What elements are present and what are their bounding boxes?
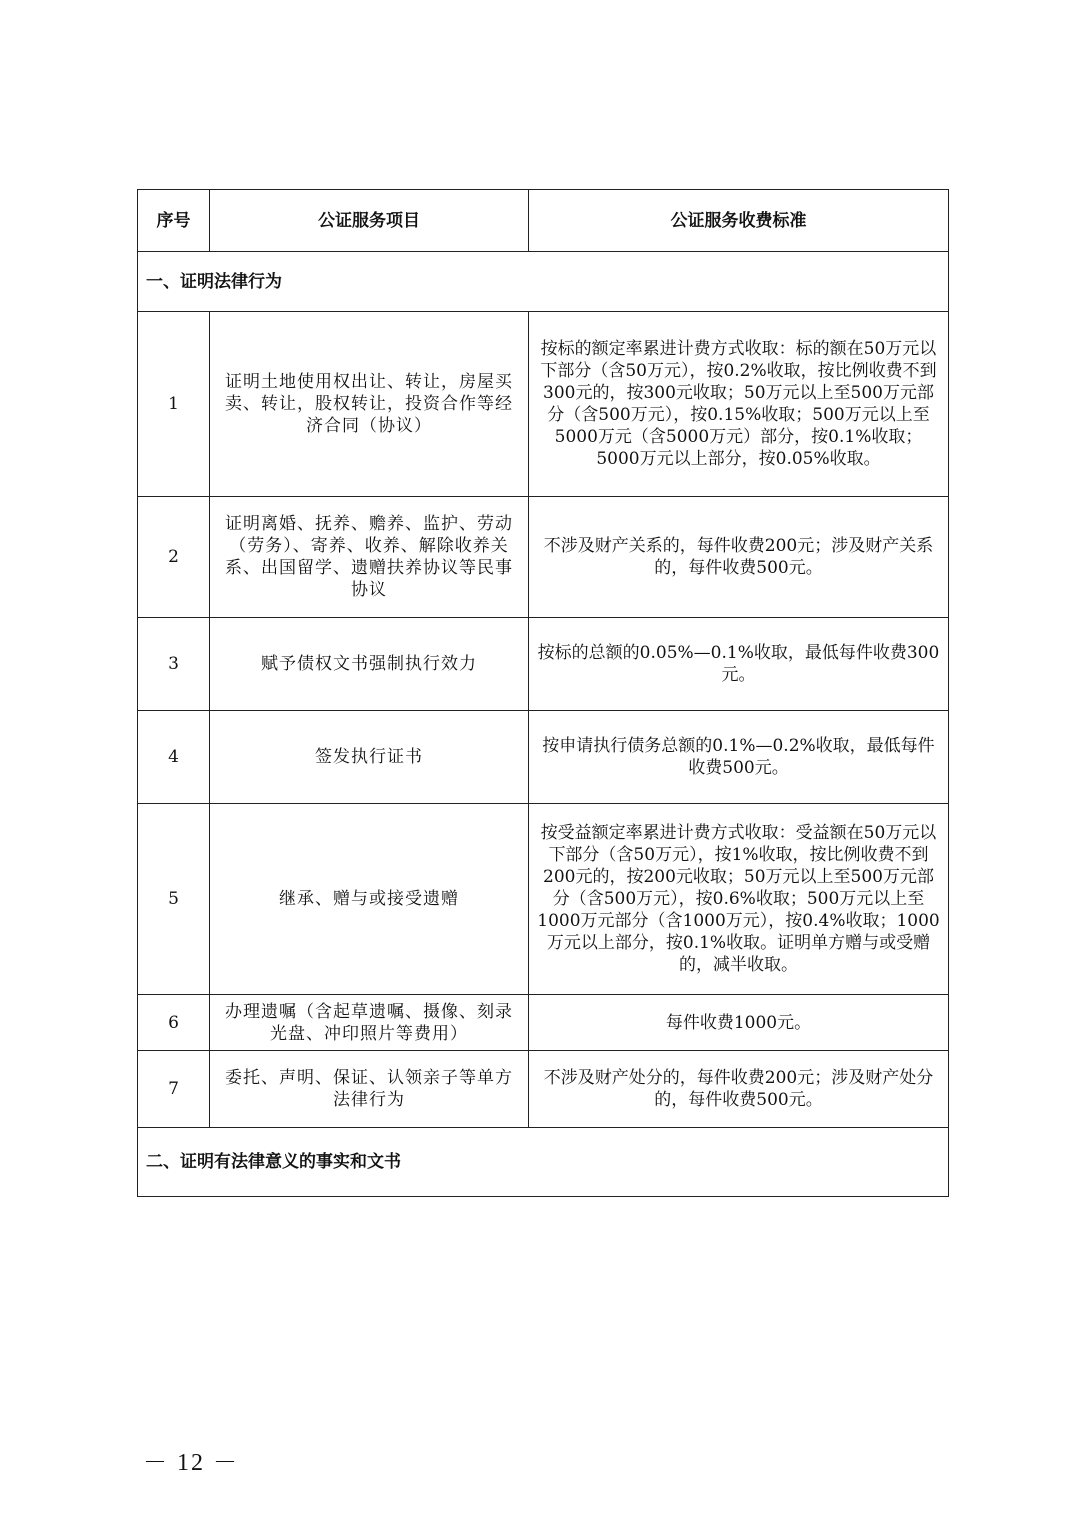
row-fee: 不涉及财产关系的，每件收费200元；涉及财产关系的，每件收费500元。 xyxy=(529,497,949,618)
row-fee: 按标的额定率累进计费方式收取：标的额在50万元以下部分（含50万元），按0.2%收取，按比例收费不到300元的，按300元收取；50万元以上至500万元部分（含500万元），按0.15%收取；500万元以上至5000万元（含5000万元）部分，按0.1%收取；5000万元以上部分，按0.05%收取。 xyxy=(529,312,949,497)
row-fee: 按申请执行债务总额的0.1%—0.2%收取，最低每件收费500元。 xyxy=(529,711,949,804)
table-row xyxy=(138,1051,949,1128)
row-number: 2 xyxy=(138,497,210,618)
header-number: 序号 xyxy=(138,190,210,252)
row-number: 1 xyxy=(138,312,210,497)
header-item: 公证服务项目 xyxy=(210,190,529,252)
row-item: 证明离婚、抚养、赡养、监护、劳动（劳务）、寄养、收养、解除收养关系、出国留学、遗赠扶养协议等民事协议 xyxy=(210,497,529,618)
table-header-row xyxy=(138,190,949,252)
table-row xyxy=(138,711,949,804)
row-fee: 不涉及财产处分的，每件收费200元；涉及财产处分的，每件收费500元。 xyxy=(529,1051,949,1128)
row-number: 7 xyxy=(138,1051,210,1128)
row-item: 签发执行证书 xyxy=(210,711,529,804)
row-number: 5 xyxy=(138,804,210,995)
row-fee: 按受益额定率累进计费方式收取：受益额在50万元以下部分（含50万元），按1%收取，按比例收费不到200元的，按200元收取；50万元以上至500万元部分（含500万元），按0.6%收取；500万元以上至1000万元部分（含1000万元），按0.4%收取；1000万元以上部分，按0.1%收取。证明单方赠与或受赠的，减半收取。 xyxy=(529,804,949,995)
table-row xyxy=(138,312,949,497)
row-fee: 按标的总额的0.05%—0.1%收取，最低每件收费300元。 xyxy=(529,618,949,711)
section-row-2 xyxy=(138,1128,949,1197)
row-item: 办理遗嘱（含起草遗嘱、摄像、刻录光盘、冲印照片等费用） xyxy=(210,995,529,1051)
table-row xyxy=(138,995,949,1051)
header-fee: 公证服务收费标准 xyxy=(529,190,949,252)
row-item: 赋予债权文书强制执行效力 xyxy=(210,618,529,711)
row-number: 3 xyxy=(138,618,210,711)
section-row-1 xyxy=(138,252,949,312)
row-item: 委托、声明、保证、认领亲子等单方法律行为 xyxy=(210,1051,529,1128)
table-row xyxy=(138,804,949,995)
table-row xyxy=(138,497,949,618)
table-row xyxy=(138,618,949,711)
page-number: － 12 － xyxy=(143,1450,239,1476)
row-item: 继承、赠与或接受遗赠 xyxy=(210,804,529,995)
section-title-2: 二、证明有法律意义的事实和文书 xyxy=(138,1128,949,1197)
row-number: 6 xyxy=(138,995,210,1051)
section-title-1: 一、证明法律行为 xyxy=(138,252,949,312)
row-item: 证明土地使用权出让、转让，房屋买卖、转让，股权转让，投资合作等经济合同（协议） xyxy=(210,312,529,497)
notary-fee-table xyxy=(137,189,949,1197)
row-number: 4 xyxy=(138,711,210,804)
row-fee: 每件收费1000元。 xyxy=(529,995,949,1051)
